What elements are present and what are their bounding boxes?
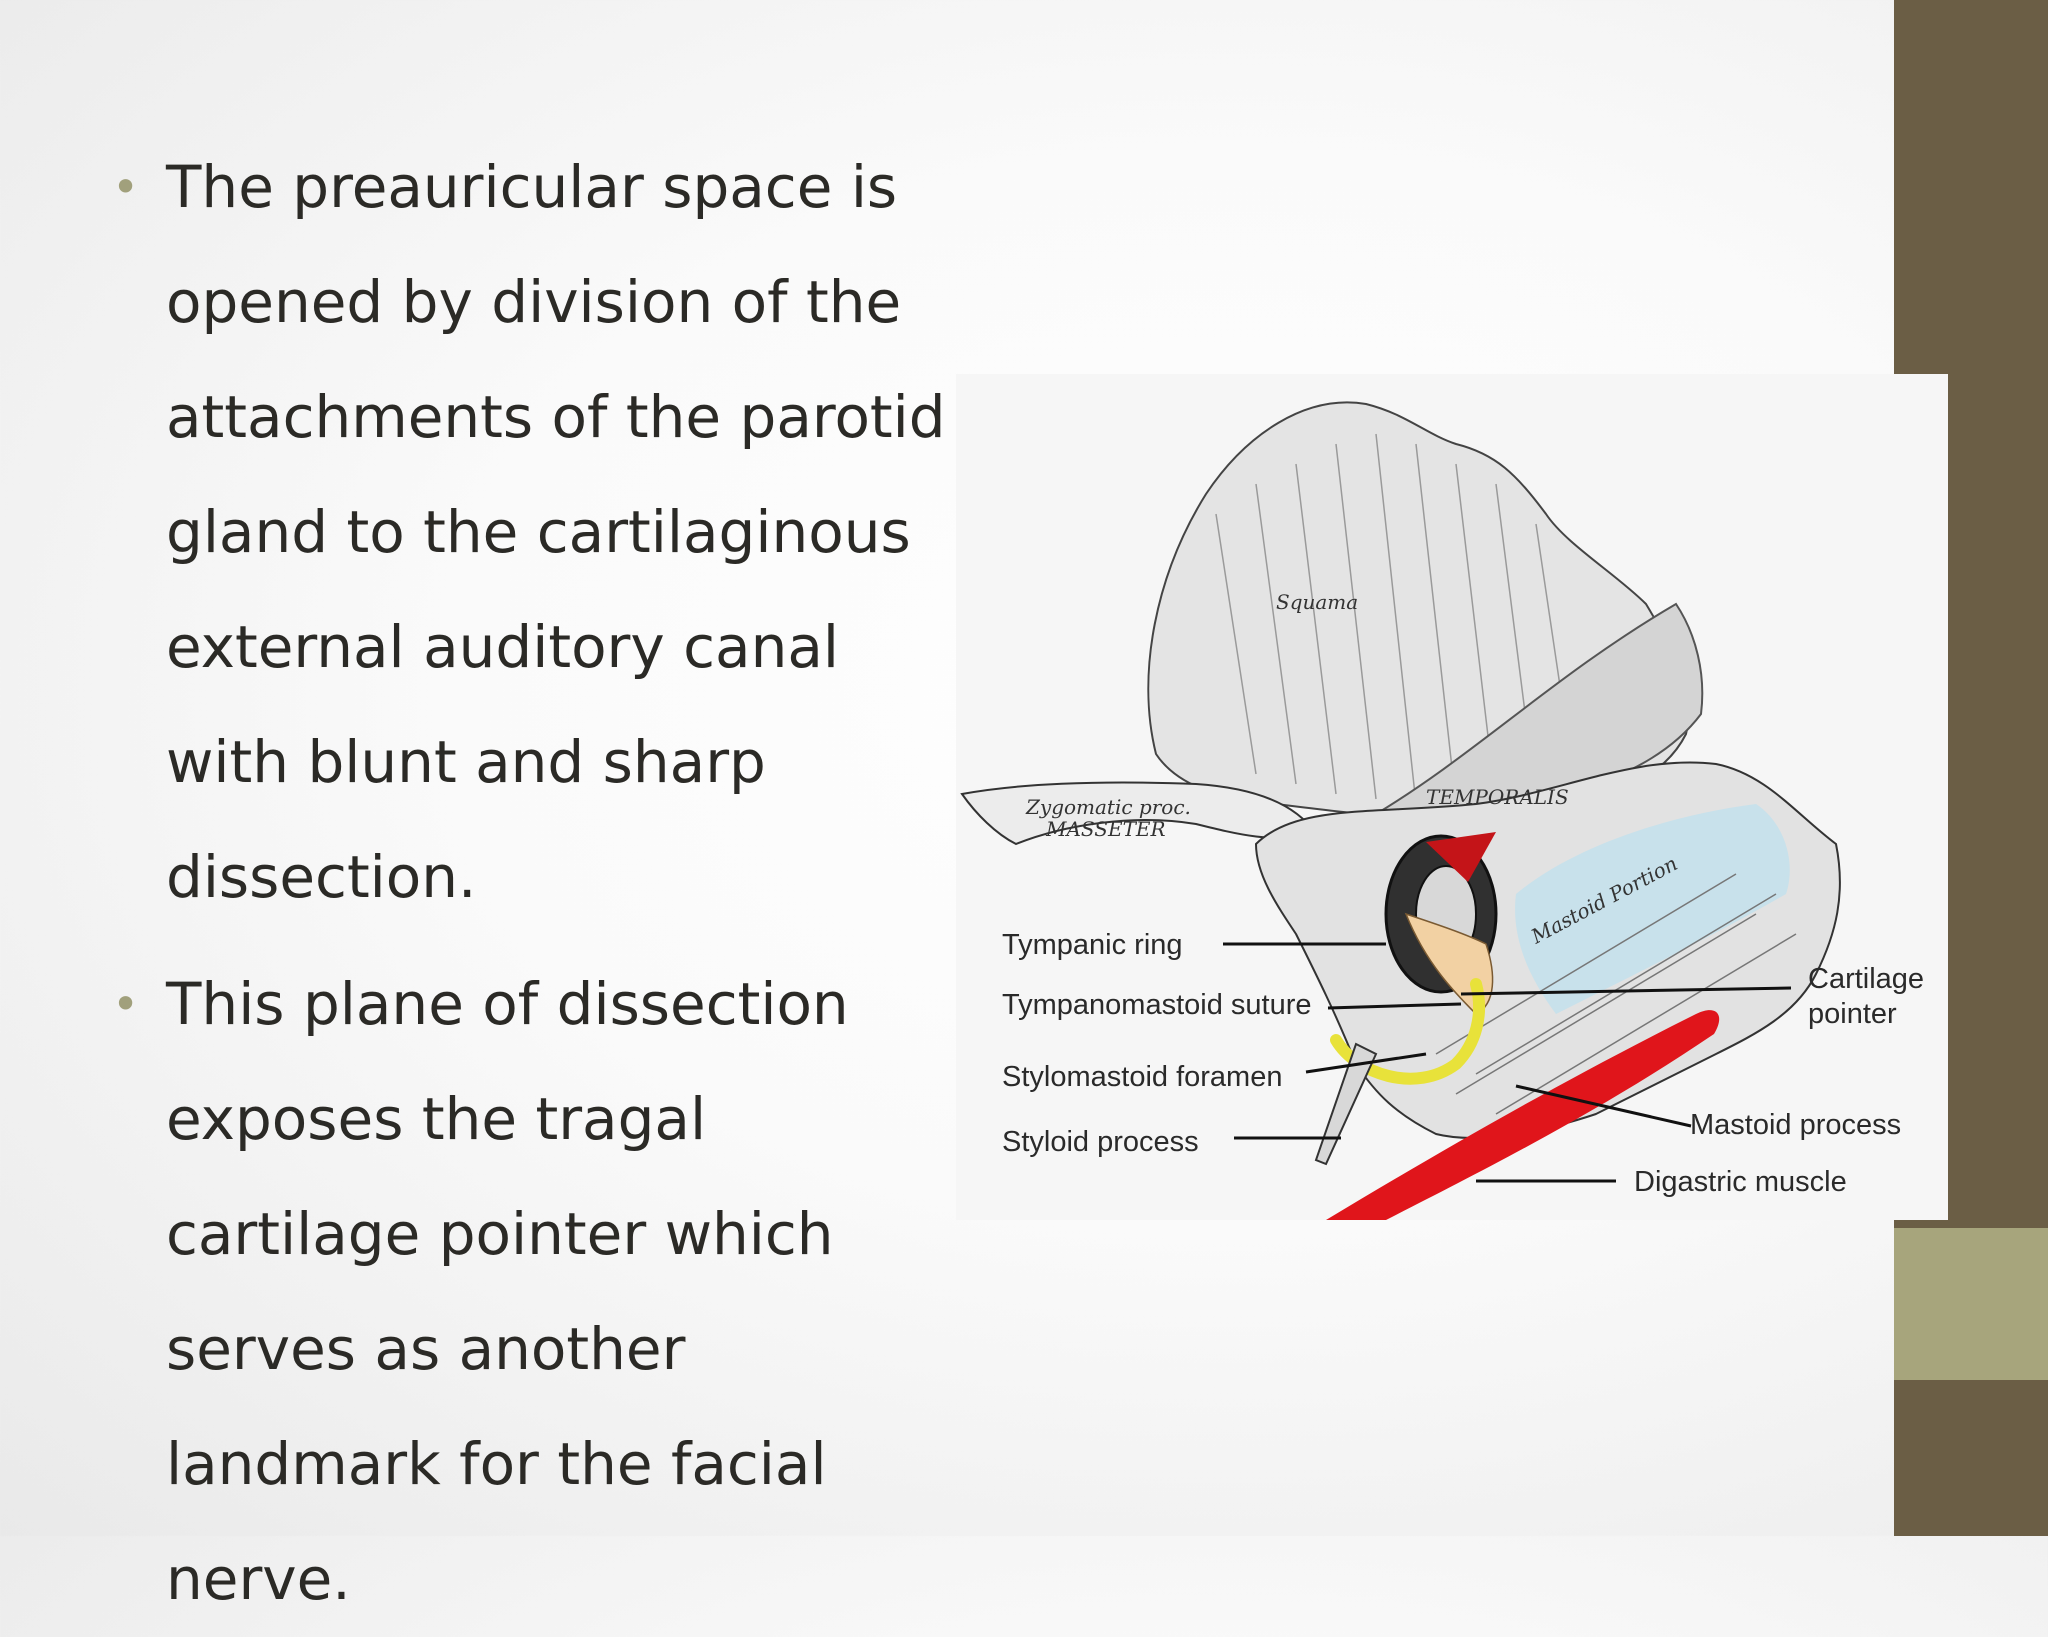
stylomastoid-foramen-label: Stylomastoid foramen: [1002, 1061, 1283, 1093]
temporal-bone-diagram: [956, 374, 1948, 1220]
bullet-text: The preauricular space is opened by division of the attachments of the parotid gland to the cartilaginous external auditory canal with blunt and sharp dissection.: [166, 153, 946, 911]
cartilage-pointer-label-line2: pointer: [1808, 998, 1897, 1030]
bullet-dot-icon: •: [112, 160, 140, 214]
styloid-process-label: Styloid process: [1002, 1126, 1199, 1158]
bullet-dot-icon: •: [112, 977, 140, 1031]
mastoid-portion-label: Mastoid Portion: [1527, 851, 1682, 949]
zygomatic-label: Zygomatic proc.: [1026, 795, 1191, 819]
bullet-text: This plane of dissection exposes the tragal cartilage pointer which serves as another landmark for the facial nerve.: [166, 970, 849, 1613]
bullet-list: [110, 130, 960, 1637]
bullet-item: [110, 130, 960, 935]
bullet-item: [110, 947, 960, 1637]
mastoid-process-label: Mastoid process: [1690, 1109, 1902, 1141]
accent-band-middle: [1894, 1228, 2048, 1380]
masseter-label: MASSETER: [1046, 817, 1166, 841]
squama-label: Squama: [1276, 590, 1359, 614]
accent-band-bottom: [1894, 1380, 2048, 1536]
tympanomastoid-suture-label: Tympanomastoid suture: [1002, 989, 1312, 1021]
tympanic-ring-label: Tympanic ring: [1002, 929, 1183, 961]
digastric-muscle-label: Digastric muscle: [1634, 1166, 1847, 1198]
temporal-bone-figure: [956, 374, 1948, 1220]
temporalis-label: TEMPORALIS: [1426, 785, 1569, 809]
cartilage-pointer-label-line1: Cartilage: [1808, 963, 1925, 995]
